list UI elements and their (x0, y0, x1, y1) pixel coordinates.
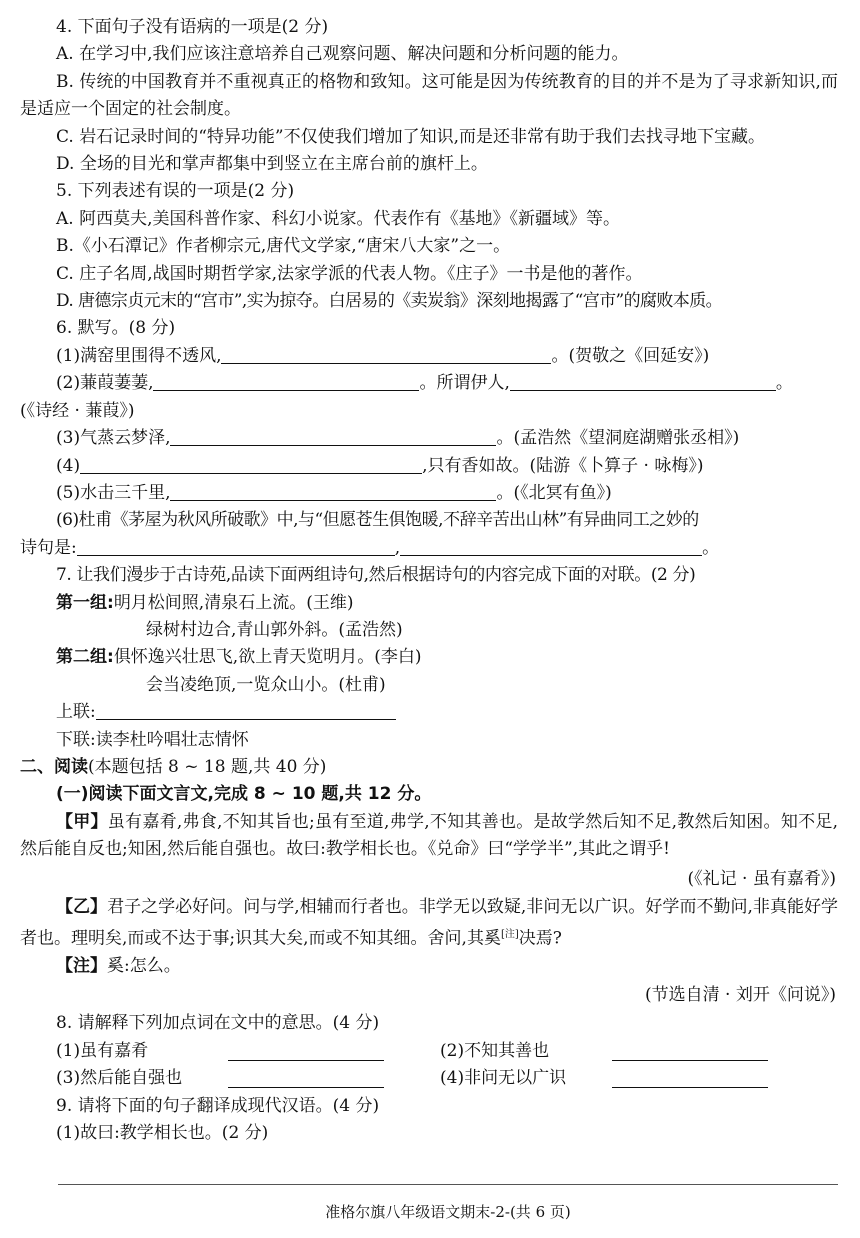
q6-2-text: (2)蒹葭萋萋, (56, 373, 154, 394)
q6-item-3 (20, 425, 838, 452)
passage-yi-text: 君子之学必好问。问与学,相辅而行者也。非学无以致疑,非问无以广识。好学而不勤问,非真能好学者也。理明矣,而或不达于事;识其大矣,而或不知其细。舍问,其奚 (20, 896, 839, 949)
q5-option-c: C. 庄子名周,战国时期哲学家,法家学派的代表人物。《庄子》一书是他的著作。 (56, 263, 643, 284)
answer-blank[interactable] (153, 372, 419, 391)
q4-option-b: B. 传统的中国教育并不重视真正的格物和致知。这可能是因为传统教育的目的并不是为了寻求新知识,而是适应一个固定的社会制度。 (20, 71, 838, 120)
q7-stem: 7. 让我们漫步于古诗苑,品读下面两组诗句,然后根据诗句的内容完成下面的对联。(2 分) (56, 565, 696, 586)
part-1-instruction: (一)阅读下面文言文,完成 8 ~ 10 题,共 12 分。 (56, 784, 432, 805)
q7-group-2-line-2: 会当凌绝顶,一览众山小。(杜甫) (146, 674, 386, 695)
q6-4-text: (4) (56, 455, 81, 476)
note-label: 【注】 (56, 956, 107, 977)
answer-blank[interactable] (170, 427, 496, 446)
answer-blank[interactable] (221, 345, 551, 364)
q7-upper-label: 上联: (56, 702, 96, 723)
q4-option-d: D. 全场的目光和掌声都集中到竖立在主席台前的旗杆上。 (56, 154, 488, 175)
answer-blank[interactable] (400, 537, 702, 556)
q8-cell-2 (440, 1038, 824, 1065)
q7-group-2 (20, 644, 838, 671)
section-2-title: 二、阅读 (20, 756, 88, 777)
q4-option-c: C. 岩石记录时间的“特异功能”不仅使我们增加了知识,而是还非常有助于我们去找寻地下宝藏。 (56, 126, 765, 147)
page-footer: 准格尔旗八年级语文期末-2-(共 6 页) (58, 1184, 838, 1222)
section-2-note: (本题包括 8 ~ 18 题,共 40 分) (88, 756, 327, 777)
q5-stem: 5. 下列表述有误的一项是(2 分) (56, 181, 295, 202)
answer-blank[interactable] (77, 537, 395, 556)
q6-3-text: (3)气蒸云梦泽, (56, 428, 171, 449)
passage-jia-source: (《礼记 · 虽有嘉肴》) (687, 868, 836, 889)
q6-5-text: (5)水击三千里, (56, 482, 171, 503)
q6-stem: 6. 默写。(8 分) (56, 318, 176, 339)
passage-jia (20, 809, 838, 864)
answer-blank[interactable] (228, 1042, 384, 1061)
q7-group-1 (20, 590, 838, 617)
q7-upper-couplet (20, 699, 838, 726)
passage-yi (20, 894, 838, 953)
answer-blank[interactable] (96, 701, 396, 720)
q8-item-1: (1)虽有嘉肴 (56, 1040, 149, 1061)
q6-1-source: 。(贺敬之《回延安》) (551, 345, 710, 366)
q4-option-a: A. 在学习中,我们应该注意培养自己观察问题、解决问题和分析问题的能力。 (56, 44, 629, 65)
q5-option-b: B.《小石潭记》作者柳宗元,唐代文学家,“唐宋八大家”之一。 (56, 236, 511, 257)
q7-group-2-line-1: 俱怀逸兴壮思飞,欲上青天览明月。(李白) (113, 647, 422, 668)
q4-stem: 4. 下面句子没有语病的一项是(2 分) (56, 17, 329, 37)
answer-blank[interactable] (80, 455, 422, 474)
q6-6-end: 。 (702, 537, 720, 558)
q5-option-d: D. 唐德宗贞元末的“宫市”,实为掠夺。白居易的《卖炭翁》深刻地揭露了“宫市”的腐败本质。 (56, 291, 722, 312)
q6-6-mid: , (394, 537, 401, 558)
q8-item-3: (3)然后能自强也 (56, 1068, 183, 1089)
q8-row-1 (20, 1038, 838, 1065)
footnote-mark: [注] (500, 929, 519, 940)
q6-item-1 (20, 343, 838, 370)
q9-item-1: (1)故曰:教学相长也。(2 分) (56, 1123, 269, 1144)
q6-item-6: (6)杜甫《茅屋为秋风所破歌》中,与“但愿苍生俱饱暖,不辞辛苦出山林”有异曲同工之妙的 (56, 510, 699, 531)
passage-jia-text: 虽有嘉肴,弗食,不知其旨也;虽有至道,弗学,不知其善也。是故学然后知不足,教然后知困。知不足,然后能自反也;知困,然后能自强也。故曰:教学相长也。《兑命》曰“学学半”,其此之谓乎! (20, 811, 839, 860)
q6-item-4 (20, 453, 838, 480)
q6-2-mid: 。所谓伊人, (419, 373, 510, 394)
answer-blank[interactable] (170, 482, 496, 501)
q6-6-text: 诗句是: (20, 537, 77, 558)
q6-4-source: ,只有香如故。(陆游《卜算子 · 咏梅》) (422, 455, 704, 476)
q6-2-end: 。 (775, 373, 793, 394)
q7-group-1-line-1: 明月松间照,清泉石上流。(王维) (113, 592, 354, 613)
q6-1-text: (1)满窑里围得不透风, (56, 345, 222, 366)
note-text: 奚:怎么。 (107, 956, 181, 977)
q7-group-2-label: 第二组: (56, 647, 114, 668)
passage-jia-label: 【甲】 (56, 811, 108, 832)
q8-item-2: (2)不知其善也 (440, 1040, 550, 1061)
answer-blank[interactable] (228, 1069, 384, 1088)
q6-2-source: (《诗经 · 蒹葭》) (20, 400, 135, 421)
q6-item-5 (20, 480, 838, 507)
q8-cell-1 (56, 1038, 440, 1065)
q8-cell-3 (56, 1065, 440, 1092)
passage-yi-label: 【乙】 (56, 896, 108, 917)
q8-row-2 (20, 1065, 838, 1092)
q7-lower-couplet: 下联:读李杜吟唱壮志情怀 (56, 729, 249, 750)
q8-cell-4 (440, 1065, 824, 1092)
q8-stem: 8. 请解释下列加点词在文中的意思。(4 分) (56, 1013, 380, 1034)
answer-blank[interactable] (510, 372, 776, 391)
answer-blank[interactable] (612, 1069, 768, 1088)
passage-yi-source: (节选自清 · 刘开《问说》) (645, 985, 836, 1006)
q7-group-1-line-2: 绿树村边合,青山郭外斜。(孟浩然) (146, 619, 403, 640)
q6-5-source: 。(《北冥有鱼》) (496, 482, 612, 503)
q6-item-2 (20, 370, 838, 397)
q6-3-source: 。(孟浩然《望洞庭湖赠张丞相》) (496, 428, 740, 449)
q6-item-6-answer (20, 535, 838, 562)
passage-yi-end: 决焉? (518, 928, 562, 949)
q8-item-4: (4)非问无以广识 (440, 1068, 567, 1089)
section-2-heading (20, 754, 838, 781)
answer-blank[interactable] (612, 1042, 768, 1061)
q9-stem: 9. 请将下面的句子翻译成现代汉语。(4 分) (56, 1095, 380, 1116)
passage-yi-note (20, 953, 838, 980)
q7-group-1-label: 第一组: (56, 592, 114, 613)
q5-option-a: A. 阿西莫夫,美国科普作家、科幻小说家。代表作有《基地》《新疆域》等。 (56, 208, 620, 229)
